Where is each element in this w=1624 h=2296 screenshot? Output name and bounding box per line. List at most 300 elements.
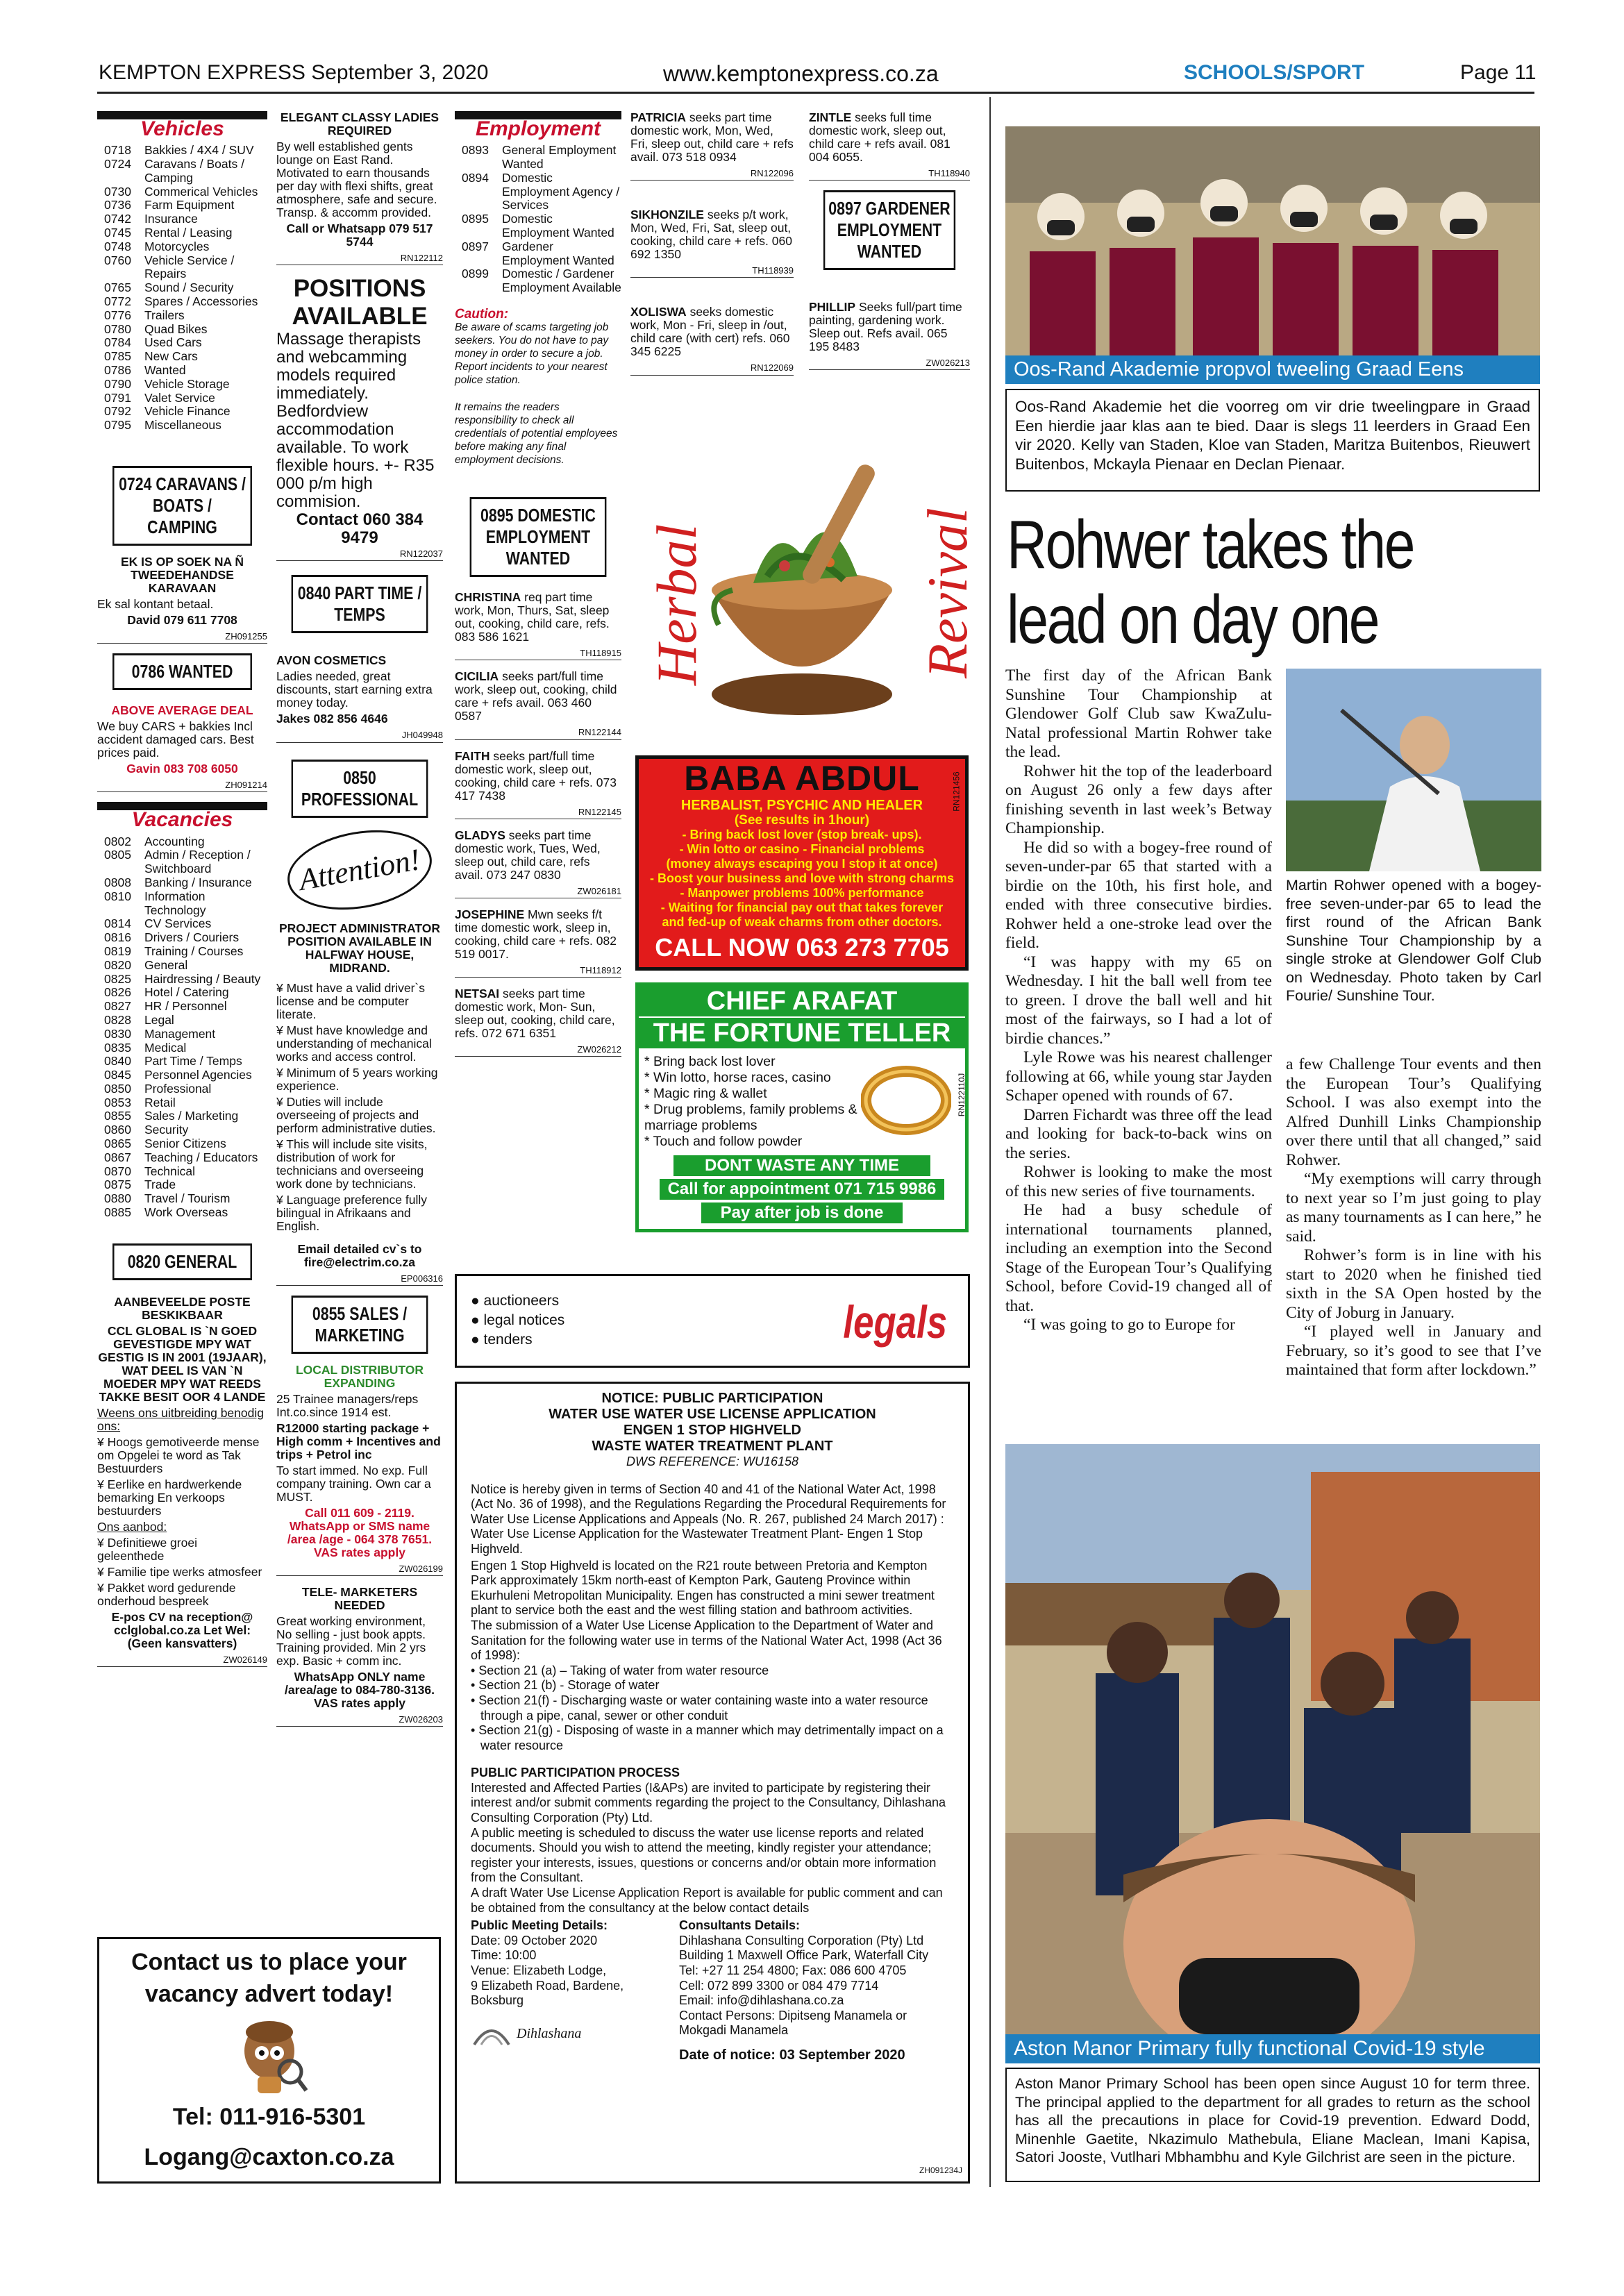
notice-h1: NOTICE: PUBLIC PARTICIPATION (601, 1391, 823, 1406)
box-0850: 0850 PROFESSIONAL (292, 760, 428, 818)
category-label: Drivers / Couriers (144, 930, 240, 945)
arafat-title-2: THE FORTUNE TELLER (639, 1018, 965, 1048)
category-item (104, 295, 267, 309)
herbal-revival-ad (635, 417, 979, 743)
caution-title: Caution: (455, 306, 509, 321)
category-code: 0867 (104, 1150, 131, 1164)
notice-b4: • Section 21(g) - Disposing of waste in a manner which may detrimentally impact on a water resource (471, 1723, 944, 1752)
category-label: Insurance (144, 212, 198, 226)
public-notice (455, 1382, 970, 2184)
classified-ad: GLADYS seeks part time domestic work, Tues, Wed, sleep out, child care, refs avail. 073 247 0830 (455, 828, 601, 882)
classified-ad: XOLISWA seeks domestic work, Mon - Fri, sleep in /out, child care (with cert) refs. 060 345 6225 (630, 305, 790, 359)
category-item (104, 1109, 267, 1123)
ad-ref: TH118912 (455, 964, 621, 978)
twins-photo-image (1005, 126, 1540, 355)
category-code: 0730 (104, 184, 131, 199)
category-label: Teaching / Educators (144, 1150, 258, 1164)
site-url[interactable]: www.kemptonexpress.co.za (663, 61, 939, 86)
employment-list (462, 144, 621, 295)
notice-b1: • Section 21 (a) – Taking of water from water resource (471, 1663, 769, 1677)
notice-date: Date of notice: 03 September 2020 (679, 2047, 905, 2063)
category-code: 0718 (104, 143, 131, 158)
category-label: Motorcycles (144, 239, 210, 253)
consultant-line: Email: info@dihlashana.co.za (679, 1993, 844, 2008)
twins-photo (1005, 126, 1540, 355)
project-b3: ¥ Minimum of 5 years working experience. (276, 1065, 438, 1093)
category-item (462, 212, 621, 240)
category-code: 0865 (104, 1137, 131, 1151)
category-code: 0893 (462, 143, 489, 158)
arafat-title-1: CHIEF ARAFAT (639, 986, 965, 1016)
category-label: Management (144, 1026, 216, 1041)
classified-ad: FAITH seeks part/full time domestic work, sleep out, cooking, child care + refs. 073 417 7438 (455, 748, 617, 803)
classified-col-5 (809, 111, 970, 380)
category-code: 0805 (104, 848, 131, 862)
poste-contact: E-pos CV na reception@ cclglobal.co.za Let Wel: (Geen kansvatters) (111, 1609, 253, 1650)
category-label: Professional (144, 1081, 212, 1096)
category-item (104, 336, 267, 350)
category-label: Valet Service (144, 390, 215, 405)
project-title: PROJECT ADMINISTRATOR POSITION AVAILABLE IN HALFWAY HOUSE, MIDRAND. (278, 921, 441, 975)
story-paragraph: “I played well in January and February, so it’s good to see that I’ve maintained that form after lockdown.” (1286, 1323, 1541, 1379)
category-item (104, 1151, 267, 1165)
category-item (104, 1178, 267, 1192)
notice-p3: The submission of a Water Use License Application to the Department of Water and Sanitation for the following water use in terms of the National Water Act, 1998 (Act 36 of 1998): (471, 1618, 942, 1663)
box-0895: 0895 DOMESTIC EMPLOYMENT WANTED (470, 497, 607, 577)
category-code: 0894 (462, 170, 489, 185)
consultants-title: Consultants Details: (679, 1918, 801, 1933)
meeting-line: Venue: Elizabeth Lodge, (471, 1963, 607, 1977)
legals-item: ● legal notices (471, 1312, 565, 1328)
category-item (104, 986, 267, 1000)
consultant-line: Contact Persons: Dipitseng Manamela or (679, 2008, 907, 2022)
baba-line: - Win lotto or casino - Financial problems (679, 842, 925, 856)
avon-body: Ladies needed, great discounts, start earning extra money today. (276, 669, 433, 710)
category-label: Personnel Agencies (144, 1068, 252, 1082)
poste-u2: Ons aanbod: (97, 1519, 167, 1534)
baba-lines (639, 828, 965, 930)
ad-ref: RN122069 (630, 361, 794, 375)
dihlashana-logo: Dihlashana (471, 2017, 658, 2052)
contact-tel[interactable]: Tel: 011-916-5301 (172, 2104, 366, 2130)
category-code: 0899 (462, 267, 489, 281)
category-label: Domestic Employment Agency / Services (502, 170, 620, 212)
ad-ref: EP006316 (276, 1272, 443, 1286)
detective-mascot-icon (231, 2013, 308, 2096)
twins-caption: Oos-Rand Akademie propvol tweeling Graad Eens (1005, 355, 1540, 384)
story-paragraph: Darren Fichardt was three off the lead and looking for back-to-back wins on the series. (1005, 1105, 1272, 1162)
box-0724: 0724 CARAVANS / BOATS / CAMPING (112, 466, 252, 546)
dihlashana-logo-icon (471, 2017, 512, 2052)
vehicles-list (104, 144, 267, 433)
notice-h3: ENGEN 1 STOP HIGHVELD (623, 1423, 801, 1438)
baba-line: - Boost your business and love with strong charms (649, 871, 955, 885)
classified-ad: CICILIA seeks part/full time work, sleep out, cooking, child care + refs avail. 063 460 0587 (455, 669, 617, 723)
tele-contact: WhatsApp ONLY name /area/age to 084-780-3136. VAS rates apply (285, 1670, 435, 1711)
category-item (104, 1206, 267, 1220)
category-code: 0772 (104, 294, 131, 308)
classified-col-1 (97, 111, 267, 1677)
category-code: 0724 (104, 157, 131, 171)
category-label: Hairdressing / Beauty (144, 971, 261, 986)
category-item (462, 240, 621, 268)
category-code: 0885 (104, 1205, 131, 1220)
story-paragraph: He had a busy schedule of international tournaments planned, including an exemption into the Second Stage of the European Tour’s Qualifying School, before Covid-19 changed all of that. (1005, 1201, 1272, 1315)
classified-ad: NETSAI seeks part time domestic work, Mon- Sun, sleep out, cooking, child care, refs. 072 671 6351 (455, 987, 615, 1041)
category-item (104, 890, 267, 918)
baba-line: and fed-up of weak charms from other doctors. (662, 915, 942, 929)
category-item (462, 267, 621, 295)
ad-ref: ZH091255 (97, 630, 267, 644)
category-label: Banking / Insurance (144, 875, 252, 889)
aston-caption: Aston Manor Primary fully functional Covid-19 style (1005, 2034, 1540, 2063)
category-code: 0825 (104, 971, 131, 986)
ad-ref: JH049948 (276, 728, 443, 742)
aston-body: Aston Manor Primary School has been open since August 10 for term three. The principal applied to the department for all grades to return as the school has all the precautions in place for Covid-19 prevention. Edward Dodd, Minenhle Gaetite, Nkazimulo Mathebula, Eliane Maclean, Imani Kapisa, Satori Jooste, Vutlhari Mbhambhu and Kyle Gilchrist are seen in the picture. (1005, 2068, 1540, 2182)
arafat-line: * Magic ring & wallet (644, 1086, 767, 1101)
category-label: Training / Courses (144, 944, 244, 958)
consultant-line: Dihlashana Consulting Corporation (Pty) Ltd (679, 1933, 924, 1947)
classified-col-3 (455, 111, 621, 1066)
project-b6: ¥ Language preference fully bilingual in Afrikaans and English. (276, 1192, 427, 1233)
category-item (104, 1069, 267, 1082)
box-0840: 0840 PART TIME / TEMPS (292, 575, 428, 633)
dist-body2: R12000 starting package + High comm + Incentives and trips + Petrol inc (276, 1421, 441, 1461)
arafat-line: * Touch and follow powder (644, 1134, 803, 1149)
story-paragraph: He did so with a bogey-free round of seven-under-par 65 that started with a birdie on the 10th, his first hole, and ended with three consecutive birdies. Rohwer held a one-stroke lead over the field. (1005, 838, 1272, 952)
category-item (104, 917, 267, 931)
category-code: 0835 (104, 1040, 131, 1055)
category-code: 0845 (104, 1068, 131, 1082)
notice-p6: A draft Water Use License Application Report is available for public comment and can be obtained from the consultancy at the below contact details (471, 1886, 943, 1915)
poste-u1: Weens ons uitbreiding benodig ons: (97, 1405, 264, 1433)
consultants-details (679, 1934, 954, 2038)
story-paragraph: Rohwer hit the top of the leaderboard on August 26 only a few days after finishing seventh in last week’s Betway Championship. (1005, 762, 1272, 837)
category-item (104, 959, 267, 973)
avon-contact: Jakes 082 856 4646 (276, 712, 388, 726)
classified-ad: ZINTLE seeks full time domestic work, sleep out, child care + refs avail. 081 004 6055. (809, 110, 951, 164)
category-label: Technical (144, 1164, 195, 1178)
category-item (104, 1096, 267, 1110)
chief-arafat-ad (635, 982, 969, 1232)
category-item (104, 323, 267, 337)
category-code: 0748 (104, 239, 131, 253)
category-code: 0819 (104, 944, 131, 958)
category-code: 0830 (104, 1026, 131, 1041)
baba-line: (money always escaping you I stop it at once) (666, 857, 938, 871)
category-code: 0828 (104, 1012, 131, 1027)
header-rule (97, 92, 1534, 94)
category-item (462, 171, 621, 212)
category-item (104, 848, 267, 876)
deal-contact: Gavin 083 708 6050 (126, 762, 238, 776)
category-code: 0860 (104, 1123, 131, 1137)
category-item (104, 281, 267, 295)
poste-b4: ¥ Familie tipe werks atmosfeer (97, 1564, 262, 1579)
project-b4: ¥ Duties will include overseeing of projects and perform administrative duties. (276, 1094, 436, 1135)
category-code: 0897 (462, 239, 489, 253)
baba-title: BABA ABDUL (684, 759, 920, 798)
elegant-body: By well established gents lounge on East Rand. Motivated to earn thousands per day with flexi shifts, great atmosphere, safe and secure. Transp. & accomm provided. (276, 140, 437, 219)
classified-ad: JOSEPHINE Mwn seeks f/t time domestic work, sleep in, cooking, child care + refs. 082 519 0017. (455, 907, 617, 961)
attention-stamp: Attention! (281, 819, 438, 920)
ad-ref: ZW026199 (276, 1562, 443, 1576)
consultant-line: Mokgadi Manamela (679, 2023, 789, 2038)
baba-subtitle: HERBALIST, PSYCHIC AND HEALER (680, 798, 923, 813)
category-item (104, 405, 267, 419)
notice-b3: • Section 21(f) - Discharging waste or water containing waste into a water resource through a pipe, canal, sewer or other conduit (471, 1693, 928, 1723)
karavaan-contact: David 079 611 7708 (127, 612, 237, 627)
category-item (104, 1000, 267, 1014)
ad-ref: TH118915 (455, 646, 621, 660)
golfer-photo-image (1286, 669, 1541, 871)
notice-pp-title: PUBLIC PARTICIPATION PROCESS (471, 1766, 680, 1780)
category-item (104, 212, 267, 226)
box-0786: 0786 WANTED (112, 653, 252, 690)
tele-title: TELE- MARKETERS NEEDED (301, 1585, 418, 1613)
story-paragraph: “I was going to go to Europe for (1023, 1316, 1235, 1334)
baba-line: - Manpower problems 100% performance (680, 886, 924, 900)
golf-story-col1 (1005, 667, 1272, 1335)
ad-ref: RN122037 (276, 547, 443, 561)
meeting-line: 9 Elizabeth Road, Bardene, (471, 1978, 624, 1993)
category-item (104, 931, 267, 945)
category-label: Used Cars (144, 335, 202, 350)
aston-manor-photo (1005, 1444, 1540, 2034)
meeting-title: Public Meeting Details: (471, 1918, 608, 1933)
category-label: Work Overseas (144, 1205, 228, 1220)
deal-title: ABOVE AVERAGE DEAL (111, 703, 253, 718)
aston-manor-photo-image (1005, 1444, 1540, 2034)
category-item (104, 240, 267, 254)
category-item (104, 1165, 267, 1179)
arafat-ref: RN122110J (956, 1073, 966, 1117)
category-code: 0791 (104, 390, 131, 405)
poste-b1: ¥ Hoogs gemotiveerde mense om Opgelei te word as Tak Bestuurders (97, 1434, 260, 1475)
karavaan-body: Ek sal kontant betaal. (97, 596, 214, 611)
column-divider (989, 97, 991, 2187)
story-paragraph: “I was happy with my 65 on Wednesday. I hit the ball well from tee to green. I drove the ball well and hit most of the fairways, so I had a lot of birdie chances.” (1005, 953, 1272, 1048)
baba-result: (See results in 1hour) (734, 813, 870, 828)
ad-ref: TH118939 (630, 264, 794, 278)
category-code: 0745 (104, 225, 131, 240)
category-item (104, 973, 267, 987)
category-label: Gardener Employment Wanted (502, 239, 614, 267)
ad-ref: ZW026213 (809, 356, 970, 370)
category-code: 0870 (104, 1164, 131, 1178)
ad-ref: ZW026212 (455, 1043, 621, 1057)
category-item (104, 199, 267, 212)
category-code: 0853 (104, 1095, 131, 1109)
arafat-line: * Win lotto, horse races, casino (644, 1070, 831, 1085)
category-label: Farm Equipment (144, 198, 235, 212)
avon-title: AVON COSMETICS (276, 653, 387, 668)
poste-title: AANBEVEELDE POSTE BESKIKBAAR (114, 1294, 251, 1322)
category-label: Domestic / Gardener Employment Available (502, 267, 621, 295)
arafat-f1: DONT WASTE ANY TIME (673, 1155, 930, 1176)
meeting-line: Boksburg (471, 1993, 524, 2008)
arafat-line: * Bring back lost lover (644, 1054, 776, 1069)
category-item (104, 309, 267, 323)
category-label: Miscellaneous (144, 418, 221, 433)
category-label: Trade (144, 1178, 176, 1192)
category-code: 0760 (104, 253, 131, 267)
category-label: Medical (144, 1040, 187, 1055)
vacancies-list (104, 835, 267, 1220)
vehicles-title: Vehicles (97, 111, 267, 138)
category-label: Caravans / Boats / Camping (144, 157, 244, 185)
notice-p4: Interested and Affected Parties (I&APs) are invited to participate by registering their interest and/or submit comments regarding the project to the Consultancy, Dihlashana Consulting Corporation (Pty) Ltd. (471, 1780, 946, 1825)
category-item (104, 1014, 267, 1028)
category-label: New Cars (144, 349, 198, 364)
category-label: Domestic Employment Wanted (502, 212, 614, 240)
category-label: Trailers (144, 308, 185, 322)
category-item (104, 1055, 267, 1069)
category-item (104, 1041, 267, 1055)
category-item (104, 945, 267, 959)
category-label: Accounting (144, 834, 205, 848)
category-item (104, 254, 267, 282)
notice-dws: DWS REFERENCE: WU16158 (626, 1455, 799, 1468)
classified-ad: PATRICIA seeks part time domestic work, Mon, Wed, Fri, sleep out, child care + refs avail. 073 518 0934 (630, 110, 794, 164)
category-label: Information Technology (144, 889, 206, 917)
category-item (104, 1123, 267, 1137)
meeting-line: Date: 09 October 2020 (471, 1933, 598, 1947)
category-item (104, 1137, 267, 1151)
story-paragraph: “My exemptions will carry through to next year so I’m just going to play as many tournaments as I can here,” he said. (1286, 1170, 1542, 1246)
ad-ref: RN122144 (455, 726, 621, 739)
caution-body: Be aware of scams targeting job seekers. You do not have to pay money in order to secure a job. Report incidents to your nearest police station. (455, 321, 609, 387)
poste-b2: ¥ Eerlike en hardwerkende bemarking En verkoops bestuurders (97, 1477, 242, 1518)
golfer-caption: Martin Rohwer opened with a bogey-free seven-under-par 65 to lead the first round of the African Bank Sunshine Tour Championship by a single stroke at Glendower Golf Club on Wednesday. Photo taken by Carl Fourie/ Sunshine Tour. (1286, 877, 1541, 1004)
category-label: HR / Personnel (144, 999, 227, 1014)
classified-col-4 (630, 111, 794, 403)
category-label: Legal (144, 1012, 174, 1027)
category-label: Vehicle Finance (144, 404, 231, 419)
elegant-title: ELEGANT CLASSY LADIES REQUIRED (280, 110, 440, 137)
notice-p5: A public meeting is scheduled to discuss the water use license reports and related documents. Should you wish to attend the meeting, kindly register your attendance; register your interests, issues, questions or concerns and/or obtain more information from the Consultant. (471, 1825, 937, 1885)
arafat-line: * Drug problems, family problems & marriage problems (644, 1102, 857, 1133)
category-code: 0820 (104, 957, 131, 972)
category-label: Rental / Leasing (144, 225, 233, 240)
category-item (104, 144, 267, 158)
legals-banner (455, 1274, 970, 1368)
legals-item: ● tenders (471, 1332, 533, 1348)
karavaan-ad: EK IS OP SOEK NA Ñ TWEEDEHANDSE KARAVAAN (121, 554, 244, 595)
category-label: Wanted (144, 362, 186, 377)
category-item (104, 1082, 267, 1096)
category-code: 0814 (104, 916, 131, 931)
category-item (104, 876, 267, 890)
category-item (104, 364, 267, 378)
baba-line: - Waiting for financial pay out that takes forever (660, 900, 944, 914)
category-label: Sound / Security (144, 280, 234, 295)
category-label: Bakkies / 4X4 / SUV (144, 143, 254, 158)
category-code: 0855 (104, 1109, 131, 1123)
dist-contact: Call 011 609 - 2119. WhatsApp or SMS name /area /age - 064 378 7651. VAS rates apply (287, 1505, 433, 1559)
baba-ref: RN121456 (951, 771, 962, 812)
category-item (104, 350, 267, 364)
baba-call[interactable]: CALL NOW 063 273 7705 (655, 933, 949, 962)
category-item (104, 158, 267, 185)
classified-ad: CHRISTINA req part time work, Mon, Thurs, Sat, sleep out, cooking, child care, refs. 083 586 1621 (455, 590, 610, 644)
classified-col-2 (276, 111, 443, 1736)
category-item (104, 835, 267, 849)
notice-p2: Engen 1 Stop Highveld is located on the R21 route between Pretoria and Kempton Park approximately 15km north-east of Kempton Park, Gauteng Province within Ekurhuleni Metropolitan Municipality. Engen has constructed a mini sewer treatment plant to service both the east and the west filling station and bathroom activities. (471, 1558, 935, 1618)
category-code: 0827 (104, 999, 131, 1014)
arafat-f3: Pay after job is done (701, 1203, 903, 1223)
category-code: 0780 (104, 321, 131, 336)
notice-ref: ZH091234J (919, 2165, 962, 2176)
ad-ref: RN122096 (630, 167, 794, 181)
category-label: General (144, 957, 188, 972)
employment-title: Employment (455, 111, 621, 138)
contact-email[interactable]: Logang@caxton.co.za (144, 2144, 394, 2170)
ad-ref: ZW026149 (97, 1653, 267, 1667)
poste-b5: ¥ Pakket word gedurende onderhoud bespreek (97, 1580, 236, 1608)
category-code: 0810 (104, 889, 131, 903)
legals-wordmark: legals (843, 1296, 947, 1348)
page-number: Page 11 (1460, 61, 1537, 84)
contact-us-box (97, 1937, 441, 2184)
story-paragraph: The first day of the African Bank Sunshine Tour Championship at Glendower Golf Club saw KwaZulu-Natal professional Martin Rohwer take the lead. (1005, 667, 1272, 761)
poste-sub: CCL GLOBAL IS `N GOED GEVESTIGDE MPY WAT GESTIG IS IN 2001 (19JAAR), WAT DEEL IS VAN `N MOEDER MPY WAT REEDS TAKKE BESIT OOR 4 LANDE (98, 1323, 267, 1404)
category-label: Admin / Reception / Switchboard (144, 848, 251, 876)
category-label: Hotel / Catering (144, 985, 229, 1000)
contact-title: Contact us to place your vacancy advert today! (131, 1949, 407, 2007)
category-label: Retail (144, 1095, 176, 1109)
section-label: SCHOOLS/SPORT (1184, 61, 1365, 84)
category-code: 0790 (104, 376, 131, 391)
category-code: 0795 (104, 418, 131, 433)
category-label: Vehicle Storage (144, 376, 230, 391)
baba-line: - Bring back lost lover (stop break- ups). (682, 828, 922, 841)
tele-body: Great working environment, No selling - just book appts. Training provided. Min 2 yrs exp. Basic + comm inc. (276, 1614, 426, 1668)
category-label: Senior Citizens (144, 1137, 226, 1151)
project-b2: ¥ Must have knowledge and understanding of mechanical works and access control. (276, 1023, 432, 1064)
category-label: Quad Bikes (144, 321, 208, 336)
paper-date: KEMPTON EXPRESS September 3, 2020 (99, 61, 489, 84)
arafat-f2[interactable]: Call for appointment 071 715 9986 (660, 1179, 944, 1200)
ad-ref: RN122112 (276, 251, 443, 265)
domestic-ads-col5 (809, 111, 970, 181)
caution-body-2: It remains the readers responsibility to check all credentials of potential employees before making any final employment decisions. (455, 401, 618, 467)
category-label: General Employment Wanted (502, 143, 617, 171)
category-label: Vehicle Service / Repairs (144, 253, 235, 281)
story-paragraph: Rohwer is looking to make the most of this new series of five tournaments. (1005, 1163, 1272, 1200)
vacancies-title: Vacancies (97, 802, 267, 829)
baba-abdul-ad (635, 755, 969, 971)
consultant-line: Cell: 072 899 3300 or 084 479 7714 (679, 1978, 879, 1993)
notice-h2: WATER USE WATER USE LICENSE APPLICATION (549, 1407, 876, 1422)
category-item (104, 226, 267, 240)
meeting-details (471, 1934, 658, 2009)
positions-title: POSITIONS AVAILABLE (292, 275, 428, 330)
category-code: 0875 (104, 1178, 131, 1192)
category-item (104, 1028, 267, 1041)
category-label: Part Time / Temps (144, 1054, 242, 1069)
category-label: CV Services (144, 916, 212, 931)
story-paragraph: Lyle Rowe was his nearest challenger following at 66, while young star Jayden Schaper opened with rounds of 67. (1005, 1048, 1272, 1105)
positions-body: Massage therapists and webcamming models required immediately. Bedfordview accommodation available. To work flexible hours. +- R35 000 p/m high commision. (276, 330, 435, 512)
gold-ring-icon (861, 1062, 951, 1139)
ad-ref: RN122145 (455, 805, 621, 819)
poste-b3: ¥ Definitiewe groei geleenthede (97, 1535, 197, 1563)
category-code: 0784 (104, 335, 131, 350)
phillip-ad: PHILLIP Seeks full/part time painting, gardening work. Sleep out. Refs avail. 065 195 8483 (809, 300, 962, 354)
category-item (104, 378, 267, 392)
box-0855: 0855 SALES / MARKETING (292, 1296, 428, 1354)
